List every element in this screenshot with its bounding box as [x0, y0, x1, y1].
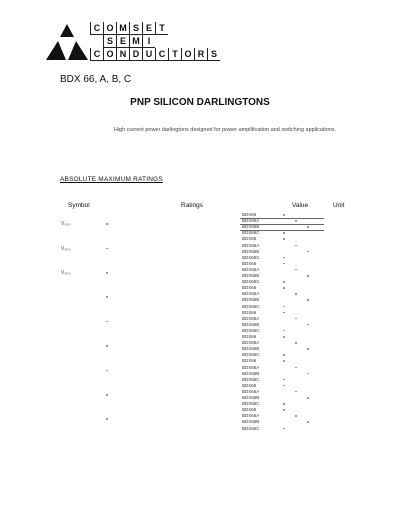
faint-mark — [283, 403, 285, 405]
header-value: Value — [292, 202, 309, 209]
logo-letter: U — [142, 48, 155, 61]
faint-mark — [106, 321, 108, 323]
row-rule — [240, 230, 324, 231]
device-name: BDX66B — [242, 346, 260, 352]
faint-mark — [106, 394, 108, 396]
row-rule — [240, 224, 324, 225]
faint-mark — [283, 379, 285, 381]
device-name: BDX66A — [242, 242, 260, 248]
device-name: BDX66B — [242, 297, 260, 303]
device-name: BDX66A — [242, 218, 260, 224]
device-name: BDX66 — [242, 309, 257, 315]
device-name: BDX66 — [242, 407, 257, 413]
faint-mark — [283, 428, 285, 430]
logo-letter — [155, 35, 168, 48]
device-name: BDX66C — [242, 254, 260, 260]
company-logo-text — [90, 22, 220, 61]
faint-mark — [307, 373, 309, 375]
faint-mark — [106, 223, 108, 225]
logo-letter: C — [90, 22, 103, 35]
device-name: BDX66B — [242, 370, 260, 376]
faint-mark — [295, 391, 297, 393]
group-symbol: V₀₀₀ — [61, 221, 71, 228]
header-unit: Unit — [333, 202, 345, 209]
faint-mark — [106, 370, 108, 372]
logo-letter: T — [155, 22, 168, 35]
description: High current power darlingtons designed for power amplification and switching applications. — [113, 127, 337, 133]
device-name: BDX66C — [242, 401, 260, 407]
faint-mark — [307, 324, 309, 326]
device-name: BDX66 — [242, 382, 257, 388]
device-name: BDX66A — [242, 388, 260, 394]
faint-mark — [307, 421, 309, 423]
main-title: PNP SILICON DARLINGTONS — [130, 97, 270, 108]
logo-row — [90, 22, 220, 35]
logo-letter: C — [90, 48, 103, 61]
device-name: BDX66C — [242, 352, 260, 358]
faint-mark — [307, 299, 309, 301]
device-name: BDX66B — [242, 248, 260, 254]
faint-mark — [295, 318, 297, 320]
faint-mark — [307, 226, 309, 228]
faint-mark — [307, 348, 309, 350]
faint-mark — [106, 248, 108, 250]
device-name: BDX66C — [242, 279, 260, 285]
faint-mark — [295, 293, 297, 295]
faint-mark — [295, 342, 297, 344]
faint-mark — [283, 354, 285, 356]
faint-mark — [283, 330, 285, 332]
logo-letter: T — [168, 48, 181, 61]
device-name: BDX66B — [242, 395, 260, 400]
device-name: BDX66A — [242, 364, 260, 370]
logo-letter: O — [103, 22, 116, 35]
device-name: BDX66A — [242, 266, 260, 272]
faint-mark — [283, 306, 285, 308]
faint-mark — [283, 336, 285, 338]
header-symbol: Symbol — [68, 202, 90, 209]
device-name: BDX66 — [242, 358, 257, 364]
logo-letter: E — [142, 22, 155, 35]
device-name: BDX66C — [242, 376, 260, 382]
logo-letter: E — [116, 35, 129, 48]
logo-letter: M — [116, 22, 129, 35]
logo-letter: C — [155, 48, 168, 61]
faint-mark — [307, 275, 309, 277]
group-symbol: V₀₀₀ — [61, 245, 71, 252]
device-name: BDX66A — [242, 315, 260, 321]
device-name: BDX66B — [242, 419, 260, 425]
logo-letter: M — [129, 35, 142, 48]
company-logo-mark — [44, 22, 90, 62]
faint-mark — [295, 367, 297, 369]
faint-mark — [283, 238, 285, 240]
row-rule — [240, 218, 324, 219]
faint-mark — [307, 397, 309, 399]
device-name: BDX66C — [242, 230, 260, 236]
device-name: BDX66 — [242, 236, 257, 242]
logo-letter: O — [103, 48, 116, 61]
group-symbol: V₀₀₀ — [61, 270, 71, 276]
faint-mark — [307, 251, 309, 253]
faint-mark — [283, 360, 285, 362]
part-title: BDX 66, A, B, C — [60, 74, 132, 85]
device-name: BDX66C — [242, 327, 260, 333]
device-name: BDX66B — [242, 273, 260, 278]
logo-letter: R — [194, 48, 207, 61]
logo-letter: S — [207, 48, 220, 61]
faint-mark — [295, 269, 297, 271]
logo-letter: O — [181, 48, 194, 61]
logo-letter: I — [142, 35, 155, 48]
logo-letter: S — [129, 22, 142, 35]
device-name: BDX66A — [242, 340, 260, 346]
faint-mark — [283, 232, 285, 234]
faint-mark — [106, 272, 108, 274]
device-name: BDX66 — [242, 334, 257, 339]
faint-mark — [283, 214, 285, 216]
faint-mark — [295, 245, 297, 247]
device-name: BDX66 — [242, 285, 257, 291]
faint-mark — [106, 296, 108, 298]
faint-mark — [283, 385, 285, 387]
faint-mark — [295, 415, 297, 417]
device-name: BDX66 — [242, 212, 257, 217]
faint-mark — [283, 281, 285, 283]
logo-letter: N — [116, 48, 129, 61]
logo-letter — [90, 35, 103, 48]
logo-letter: D — [129, 48, 142, 61]
device-name: BDX66 — [242, 260, 257, 266]
logo-row — [90, 48, 220, 61]
device-name: BDX66A — [242, 291, 260, 297]
device-name: BDX66B — [242, 224, 260, 230]
section-title: ABSOLUTE MAXIMUM RATINGS — [60, 176, 163, 183]
device-name: BDX66A — [242, 413, 260, 419]
faint-mark — [283, 409, 285, 411]
device-name: BDX66B — [242, 321, 260, 327]
faint-mark — [106, 345, 108, 347]
faint-mark — [283, 257, 285, 259]
device-name: BDX66C — [242, 425, 260, 431]
device-name: BDX66C — [242, 303, 260, 309]
logo-row — [90, 35, 220, 48]
header-ratings: Ratings — [181, 202, 204, 209]
faint-mark — [106, 418, 108, 420]
faint-mark — [295, 220, 297, 222]
logo-letter: S — [103, 35, 116, 48]
faint-mark — [283, 287, 285, 289]
faint-mark — [283, 263, 285, 265]
faint-mark — [283, 312, 285, 314]
